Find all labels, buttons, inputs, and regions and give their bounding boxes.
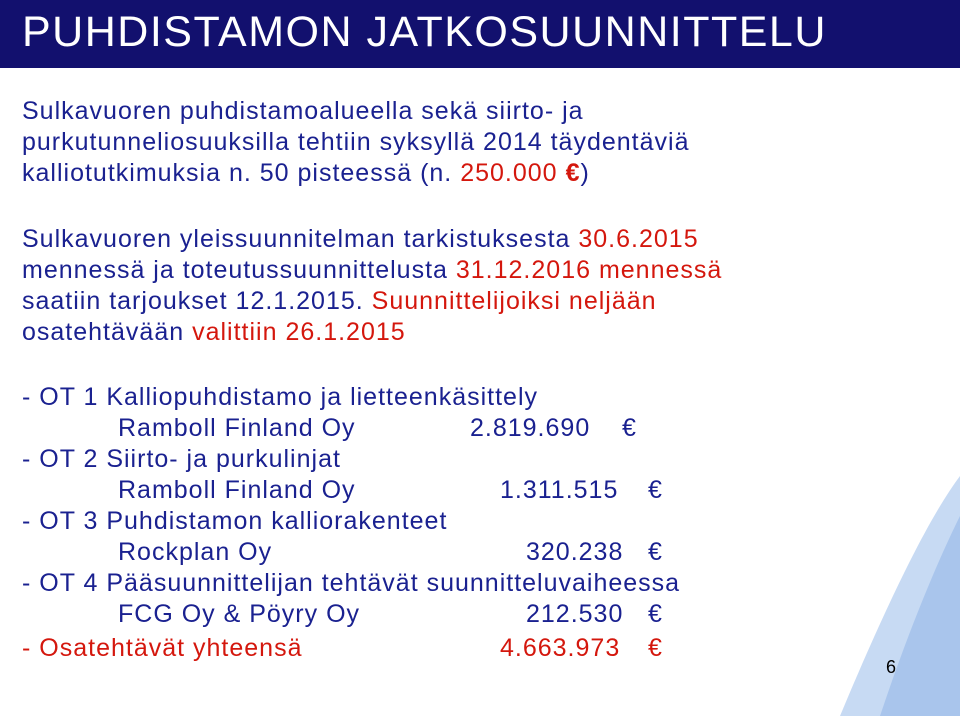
task-1-amount: 2.819.690 — [470, 414, 591, 442]
total-label: - Osatehtävät yhteensä — [22, 634, 303, 662]
euro-icon: € — [622, 414, 637, 442]
intro-line-3-text: kalliotutkimuksia n. 50 pisteessä (n. — [22, 159, 461, 187]
intro-line-3-amount: 250.000 — [460, 159, 558, 187]
plan-line-3-text: saatiin tarjoukset 12.1.2015. — [22, 287, 372, 315]
task-1-company: Ramboll Finland Oy — [118, 414, 356, 442]
intro-line-3-close: ) — [580, 159, 590, 187]
euro-icon: € — [648, 600, 663, 628]
plan-line-2-text: mennessä ja toteutussuunnittelusta — [22, 256, 456, 284]
task-2-label: - OT 2 Siirto- ja purkulinjat — [22, 445, 341, 473]
intro-line-1: Sulkavuoren puhdistamoalueella sekä siirto- ja — [22, 97, 584, 125]
task-3-row — [118, 537, 678, 568]
slide-header — [0, 0, 960, 68]
plan-line-3-highlight: Suunnittelijoiksi neljään — [371, 287, 657, 315]
plan-line-4 — [22, 317, 406, 348]
task-3-company: Rockplan Oy — [118, 538, 273, 566]
task-2-company: Ramboll Finland Oy — [118, 476, 356, 504]
intro-line-3 — [22, 158, 590, 189]
task-4-label: - OT 4 Pääsuunnittelijan tehtävät suunnitteluvaiheessa — [22, 569, 681, 597]
euro-icon: € — [648, 538, 663, 566]
task-4-row — [118, 599, 678, 630]
plan-line-4-highlight: valittiin 26.1.2015 — [192, 318, 406, 346]
total-amount: 4.663.973 — [500, 634, 621, 662]
intro-line-2: purkutunneliosuuksilla tehtiin syksyllä 2014 täydentäviä — [22, 128, 690, 156]
euro-icon: € — [565, 159, 581, 187]
plan-line-2-date: 31.12.2016 mennessä — [455, 256, 723, 284]
plan-line-1-date: 30.6.2015 — [578, 225, 699, 253]
total-row — [22, 633, 682, 664]
task-1-label: - OT 1 Kalliopuhdistamo ja lietteenkäsittely — [22, 383, 538, 411]
task-2-row — [118, 475, 678, 506]
euro-icon: € — [648, 634, 663, 662]
task-4-amount: 212.530 — [526, 600, 624, 628]
decorative-swoosh — [780, 456, 960, 716]
plan-line-1 — [22, 224, 699, 255]
task-2-amount: 1.311.515 — [500, 476, 619, 504]
plan-line-3 — [22, 286, 657, 317]
euro-icon: € — [648, 476, 663, 504]
plan-line-4-text: osatehtävään — [22, 318, 193, 346]
slide-title: PUHDISTAMON JATKOSUUNNITTELU — [22, 8, 827, 56]
plan-line-1-text: Sulkavuoren yleissuunnitelman tarkistuksesta — [22, 225, 579, 253]
slide-number: 6 — [886, 657, 897, 677]
task-3-amount: 320.238 — [526, 538, 624, 566]
plan-line-2 — [22, 255, 722, 286]
task-1-row — [118, 413, 678, 444]
task-3-label: - OT 3 Puhdistamon kalliorakenteet — [22, 507, 448, 535]
task-4-company: FCG Oy & Pöyry Oy — [118, 600, 361, 628]
